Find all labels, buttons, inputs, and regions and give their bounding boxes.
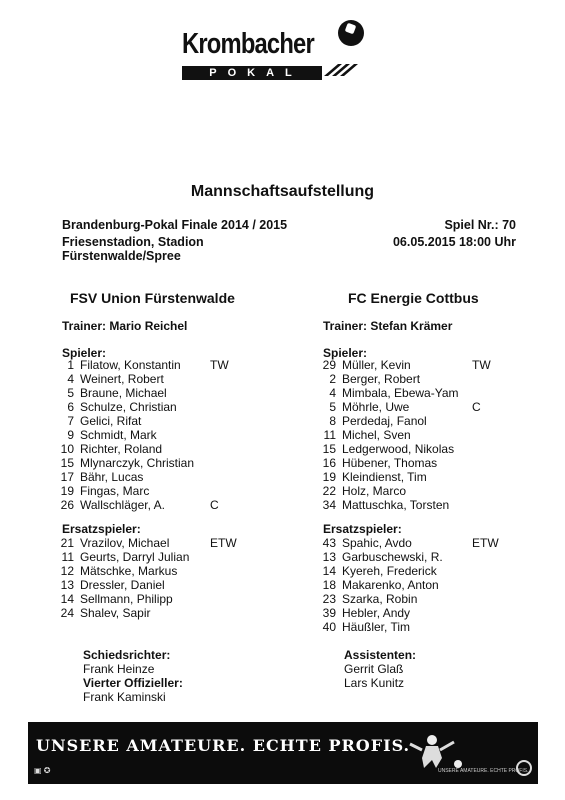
player-number: 13 — [322, 550, 336, 564]
player-name: Mätschke, Markus — [80, 564, 178, 578]
lineup-row — [314, 578, 514, 592]
player-name: Geurts, Darryl Julian — [80, 550, 190, 564]
player-name: Garbuschewski, R. — [342, 550, 443, 564]
venue-line-2: Fürstenwalde/Spree — [62, 249, 181, 263]
player-number: 23 — [322, 592, 336, 606]
lineup-row — [52, 358, 252, 372]
player-name: Holz, Marco — [342, 484, 407, 498]
player-name: Braune, Michael — [80, 386, 167, 400]
away-team-name: FC Energie Cottbus — [348, 290, 479, 306]
home-coach: Trainer: Mario Reichel — [62, 319, 188, 333]
player-name: Kyereh, Frederick — [342, 564, 437, 578]
assistant-1-name: Gerrit Glaß — [344, 662, 404, 676]
lineup-row — [52, 470, 252, 484]
swoosh-icon — [324, 62, 364, 76]
player-name: Hübener, Thomas — [342, 456, 438, 470]
lineup-row — [314, 428, 514, 442]
player-name: Mimbala, Ebewa-Yam — [342, 386, 459, 400]
home-players-label: Spieler: — [62, 346, 107, 360]
player-number: 17 — [60, 470, 74, 484]
player-number: 29 — [322, 358, 336, 372]
dfb-logo-icon — [516, 760, 532, 776]
lineup-row — [314, 484, 514, 498]
lineup-row — [314, 414, 514, 428]
logo-brand-text: Krombacher — [182, 28, 314, 60]
player-name: Spahic, Avdo — [342, 536, 412, 550]
lineup-row — [314, 536, 514, 550]
player-number: 15 — [322, 442, 336, 456]
player-number: 6 — [67, 400, 74, 414]
player-number: 21 — [60, 536, 74, 550]
player-number: 18 — [322, 578, 336, 592]
lineup-row — [52, 498, 252, 512]
player-number: 14 — [322, 564, 336, 578]
lineup-row — [314, 620, 514, 634]
player-name: Fingas, Marc — [80, 484, 150, 498]
lineup-row — [52, 536, 252, 550]
lineup-row — [52, 414, 252, 428]
lineup-row — [52, 428, 252, 442]
lineup-row — [314, 400, 514, 414]
assistants-label: Assistenten: — [344, 648, 417, 662]
player-number: 11 — [61, 550, 74, 564]
lineup-row — [314, 442, 514, 456]
player-name: Sellmann, Philipp — [80, 592, 173, 606]
player-number: 1 — [67, 358, 74, 372]
away-subs-list — [314, 536, 514, 634]
lineup-row — [314, 358, 514, 372]
banner-media-icon: ▣ ✪ — [34, 766, 51, 775]
lineup-row — [52, 386, 252, 400]
lineup-row — [52, 456, 252, 470]
away-subs-label: Ersatzspieler: — [323, 522, 402, 536]
player-name: Mattuschka, Torsten — [342, 498, 450, 512]
lineup-row — [314, 372, 514, 386]
player-name: Michel, Sven — [342, 428, 411, 442]
player-number: 22 — [322, 484, 336, 498]
match-datetime: 06.05.2015 18:00 Uhr — [392, 235, 516, 249]
player-number: 10 — [60, 442, 74, 456]
lineup-row — [52, 564, 252, 578]
player-name: Schmidt, Mark — [80, 428, 157, 442]
player-name: Hebler, Andy — [342, 606, 411, 620]
banner-slogan: UNSERE AMATEURE. ECHTE PROFIS. — [36, 736, 411, 755]
fourth-official-name: Frank Kaminski — [83, 690, 166, 704]
player-number: 15 — [60, 456, 74, 470]
player-role: TW — [210, 358, 229, 372]
assistant-2-name: Lars Kunitz — [344, 676, 405, 690]
lineup-row — [314, 564, 514, 578]
player-role: C — [472, 400, 481, 414]
krombacher-pokal-logo — [178, 12, 378, 80]
player-number: 11 — [323, 428, 336, 442]
lineup-row — [52, 578, 252, 592]
away-players-label: Spieler: — [323, 346, 368, 360]
away-players-list — [314, 358, 514, 512]
lineup-row — [314, 550, 514, 564]
player-number: 19 — [322, 470, 336, 484]
player-name: Weinert, Robert — [80, 372, 164, 386]
player-role: TW — [472, 358, 491, 372]
lineup-row — [314, 606, 514, 620]
player-number: 12 — [60, 564, 74, 578]
logo-sub-text: POKAL — [182, 66, 322, 80]
player-name: Wallschläger, A. — [80, 498, 165, 512]
player-number: 13 — [60, 578, 74, 592]
football-icon — [338, 20, 364, 46]
player-name: Dressler, Daniel — [80, 578, 165, 592]
player-name: Bähr, Lucas — [80, 470, 144, 484]
home-subs-list — [52, 536, 252, 620]
lineup-row — [52, 400, 252, 414]
lineup-row — [314, 470, 514, 484]
match-number: Spiel Nr.: 70 — [444, 218, 516, 232]
player-number: 14 — [60, 592, 74, 606]
player-number: 4 — [67, 372, 74, 386]
player-name: Perdedaj, Fanol — [342, 414, 427, 428]
lineup-row — [52, 372, 252, 386]
referee-name: Frank Heinze — [83, 662, 155, 676]
venue-line-1: Friesenstadion, Stadion — [62, 235, 204, 249]
player-role: ETW — [472, 536, 499, 550]
player-number: 2 — [329, 372, 336, 386]
referee-label: Schiedsrichter: — [83, 648, 171, 662]
player-number: 19 — [60, 484, 74, 498]
player-number: 40 — [322, 620, 336, 634]
lineup-row — [52, 592, 252, 606]
player-name: Schulze, Christian — [80, 400, 177, 414]
player-name: Shalev, Sapir — [80, 606, 151, 620]
home-subs-label: Ersatzspieler: — [62, 522, 141, 536]
player-name: Vrazilov, Michael — [80, 536, 170, 550]
player-number: 4 — [329, 386, 336, 400]
player-number: 34 — [322, 498, 336, 512]
player-name: Kleindienst, Tim — [342, 470, 427, 484]
player-number: 5 — [329, 400, 336, 414]
footer-banner — [28, 722, 538, 784]
player-name: Berger, Robert — [342, 372, 421, 386]
home-team-name: FSV Union Fürstenwalde — [70, 290, 235, 306]
lineup-row — [52, 442, 252, 456]
fourth-official-label: Vierter Offizieller: — [83, 676, 183, 690]
player-number: 8 — [329, 414, 336, 428]
lineup-row — [52, 550, 252, 564]
player-role: ETW — [210, 536, 237, 550]
footballer-icon — [398, 728, 468, 772]
page-title: Mannschaftsaufstellung — [190, 183, 375, 200]
player-number: 24 — [60, 606, 74, 620]
player-name: Makarenko, Anton — [342, 578, 439, 592]
player-name: Müller, Kevin — [342, 358, 411, 372]
lineup-row — [314, 386, 514, 400]
lineup-row — [314, 498, 514, 512]
banner-small-text: UNSERE AMATEURE. ECHTE PROFIS. — [438, 768, 529, 774]
player-name: Häußler, Tim — [342, 620, 411, 634]
player-name: Mlynarczyk, Christian — [80, 456, 195, 470]
player-number: 39 — [322, 606, 336, 620]
player-number: 7 — [67, 414, 74, 428]
player-name: Gelici, Rifat — [80, 414, 142, 428]
lineup-row — [52, 606, 252, 620]
away-coach: Trainer: Stefan Krämer — [323, 319, 453, 333]
player-number: 5 — [67, 386, 74, 400]
player-number: 43 — [322, 536, 336, 550]
lineup-row — [314, 592, 514, 606]
lineup-row — [52, 484, 252, 498]
player-name: Möhrle, Uwe — [342, 400, 410, 414]
lineup-row — [314, 456, 514, 470]
player-name: Richter, Roland — [80, 442, 163, 456]
player-number: 16 — [322, 456, 336, 470]
competition: Brandenburg-Pokal Finale 2014 / 2015 — [62, 218, 288, 232]
home-players-list — [52, 358, 252, 512]
player-name: Szarka, Robin — [342, 592, 418, 606]
player-name: Ledgerwood, Nikolas — [342, 442, 455, 456]
player-number: 26 — [60, 498, 74, 512]
player-number: 9 — [67, 428, 74, 442]
player-role: C — [210, 498, 219, 512]
player-name: Filatow, Konstantin — [80, 358, 181, 372]
